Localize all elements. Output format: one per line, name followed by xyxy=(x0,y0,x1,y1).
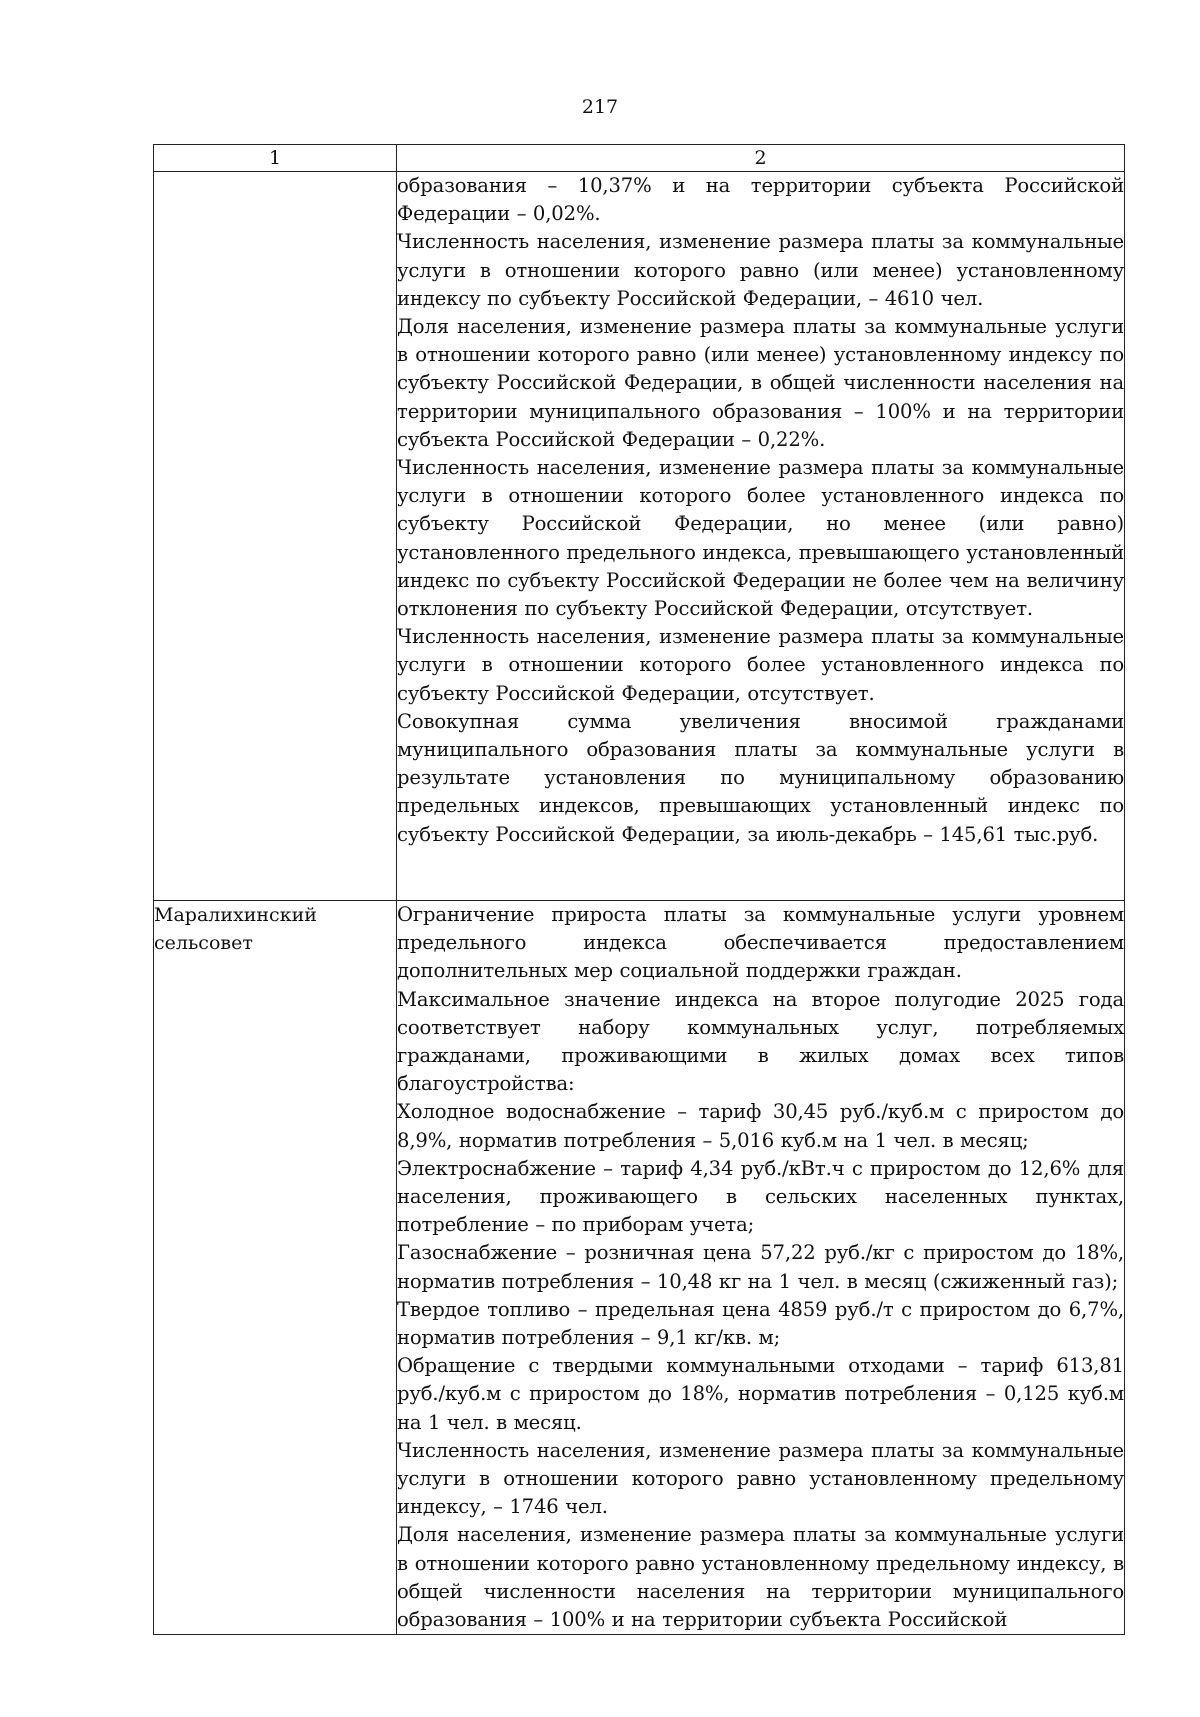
paragraph: Ограничение прироста платы за коммунальные услуги уровнем предельного индекса обеспечивается предоставлением дополнительных мер социальной поддержки граждан. xyxy=(397,903,1124,983)
paragraph: Численность населения, изменение размера платы за коммунальные услуги в отношении которого более установленного индекса по субъекту Российской Федерации, но менее (или равно) установленного предельного индекса, превышающего установленный индекс по субъекту Российской Федерации не более чем на величину отклонения по субъекту Российской Федерации, отсутствует. xyxy=(397,456,1124,621)
municipality-name-cell xyxy=(154,172,397,901)
document-table xyxy=(153,144,1125,1635)
paragraph: Газоснабжение – розничная цена 57,22 руб./кг с приростом до 18%, норматив потребления – 10,48 кг на 1 чел. в месяц (сжиженный газ); xyxy=(397,1241,1124,1293)
description-cell xyxy=(397,901,1125,1635)
paragraph: Доля населения, изменение размера платы за коммунальные услуги в отношении которого равно (или менее) установленному индексу по субъекту Российской Федерации, в общей численности населения на территории муниципального образования – 100% и на территории субъекта Российской Федерации – 0,22%. xyxy=(397,315,1124,451)
column-header-1: 1 xyxy=(154,145,397,172)
page-number: 217 xyxy=(581,96,619,118)
paragraph: Максимальное значение индекса на второе полугодие 2025 года соответствует набору коммунальных услуг, потребляемых гражданами, проживающими в жилых домах всех типов благоустройства: xyxy=(397,987,1124,1096)
paragraph: Численность населения, изменение размера платы за коммунальные услуги в отношении которого равно установленному предельному индексу, – 1746 чел. xyxy=(397,1438,1124,1519)
column-header-2: 2 xyxy=(397,145,1125,172)
paragraph: Совокупная сумма увеличения вносимой гражданами муниципального образования платы за коммунальные услуги в результате установления по муниципальному образованию предельных индексов, превышающих установленный индекс по субъекту Российской Федерации, за июль-декабрь – 145,61 тыс.руб. xyxy=(397,709,1124,846)
paragraph: Численность населения, изменение размера платы за коммунальные услуги в отношении которого более установленного индекса по субъекту Российской Федерации, отсутствует. xyxy=(397,625,1124,705)
paragraph: Численность населения, изменение размера платы за коммунальные услуги в отношении которого равно (или менее) установленному индексу по субъекту Российской Федерации, – 4610 чел. xyxy=(397,230,1124,310)
paragraph: Доля населения, изменение размера платы за коммунальные услуги в отношении которого равно установленному предельному индексу, в общей численности населения на территории муниципального образования – 100% и на территории субъекта Российской xyxy=(397,1523,1124,1632)
description-cell xyxy=(397,172,1125,901)
paragraph: Обращение с твердыми коммунальными отходами – тариф 613,81 руб./куб.м с приростом до 18%, норматив потребления – 0,125 куб.м на 1 чел. в месяц. xyxy=(397,1354,1124,1434)
paragraph: Электроснабжение – тариф 4,34 руб./кВт.ч с приростом до 12,6% для населения, проживающего в сельских населенных пунктах, потребление – по приборам учета; xyxy=(397,1156,1124,1237)
paragraph: Твердое топливо – предельная цена 4859 руб./т с приростом до 6,7%, норматив потребления – 9,1 кг/кв. м; xyxy=(397,1297,1124,1350)
paragraph: Холодное водоснабжение – тариф 30,45 руб./куб.м с приростом до 8,9%, норматив потребления – 5,016 куб.м на 1 чел. в месяц; xyxy=(397,1100,1124,1152)
table-header-row xyxy=(154,145,1125,172)
paragraph: образования – 10,37% и на территории субъекта Российской Федерации – 0,02%. xyxy=(397,174,1124,226)
table-row xyxy=(154,172,1125,901)
table-row xyxy=(154,901,1125,1635)
municipality-name-cell: Маралихинский сельсовет xyxy=(154,901,397,1635)
